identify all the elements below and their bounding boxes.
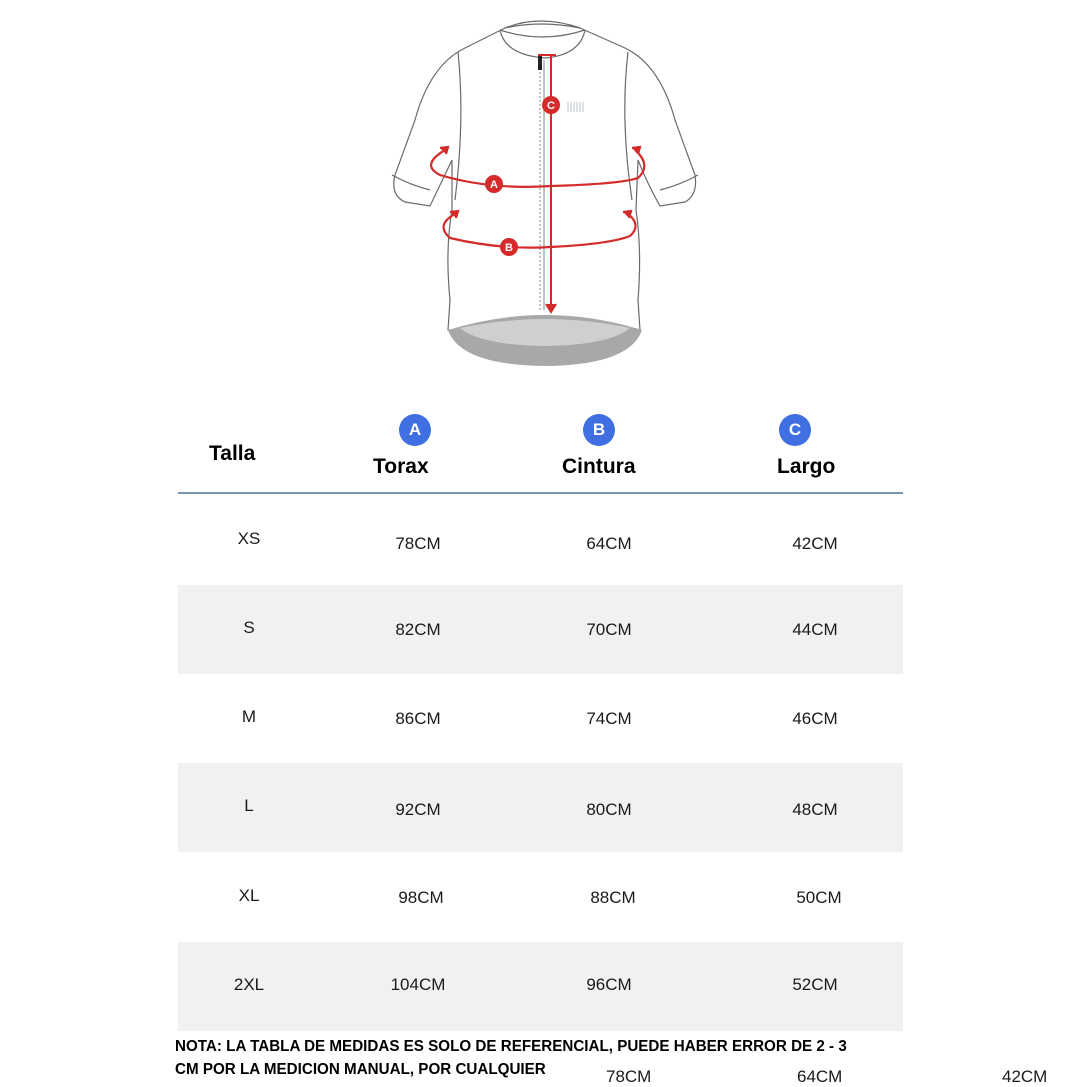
header-cintura: Cintura — [562, 455, 636, 478]
cell-talla: L — [244, 796, 254, 815]
table-row — [178, 763, 903, 852]
table-row — [178, 942, 903, 1031]
overlap-cell-largo: 42CM — [1002, 1067, 1048, 1086]
overlap-cell-cintura: 64CM — [797, 1067, 843, 1086]
cell-cintura: 64CM — [586, 534, 632, 553]
cell-torax: 98CM — [398, 888, 444, 907]
cell-cintura: 70CM — [586, 620, 632, 639]
badge-c: C — [779, 414, 811, 446]
marker-c-label: C — [547, 100, 555, 112]
overlap-cell-torax: 78CM — [606, 1067, 652, 1086]
cell-torax: 92CM — [395, 800, 441, 819]
cell-largo: 52CM — [792, 975, 838, 994]
cell-largo: 48CM — [792, 800, 838, 819]
cell-talla: S — [243, 618, 255, 637]
cell-largo: 42CM — [792, 534, 838, 553]
table-row — [178, 585, 903, 674]
table-row — [178, 852, 903, 941]
header-torax: Torax — [373, 455, 429, 478]
header-talla: Talla — [209, 442, 256, 465]
cell-talla: 2XL — [233, 975, 265, 994]
cell-largo: 46CM — [792, 709, 838, 728]
cell-torax: 104CM — [390, 975, 446, 994]
table-row — [178, 496, 903, 585]
marker-b-label: B — [505, 242, 513, 254]
cell-talla: XS — [237, 529, 261, 548]
cell-cintura: 88CM — [590, 888, 636, 907]
cell-largo: 50CM — [796, 888, 842, 907]
cell-talla: XL — [238, 886, 260, 905]
header-largo: Largo — [777, 455, 836, 478]
cell-torax: 86CM — [395, 709, 441, 728]
cell-torax: 78CM — [395, 534, 441, 553]
cell-torax: 82CM — [395, 620, 441, 639]
cell-cintura: 96CM — [586, 975, 632, 994]
badge-b: B — [583, 414, 615, 446]
badge-a: A — [399, 414, 431, 446]
note-line-2: CM POR LA MEDICION MANUAL, POR CUALQUIER — [175, 1061, 546, 1078]
cell-talla: M — [241, 707, 257, 726]
note-line-1: NOTA: LA TABLA DE MEDIDAS ES SOLO DE REFERENCIAL, PUEDE HABER ERROR DE 2 - 3 — [175, 1038, 847, 1055]
jersey-measurement-diagram — [380, 10, 710, 370]
table-row — [178, 674, 903, 763]
header-divider — [178, 492, 903, 494]
cell-cintura: 80CM — [586, 800, 632, 819]
marker-a-label: A — [490, 179, 498, 191]
cell-largo: 44CM — [792, 620, 838, 639]
cell-cintura: 74CM — [586, 709, 632, 728]
